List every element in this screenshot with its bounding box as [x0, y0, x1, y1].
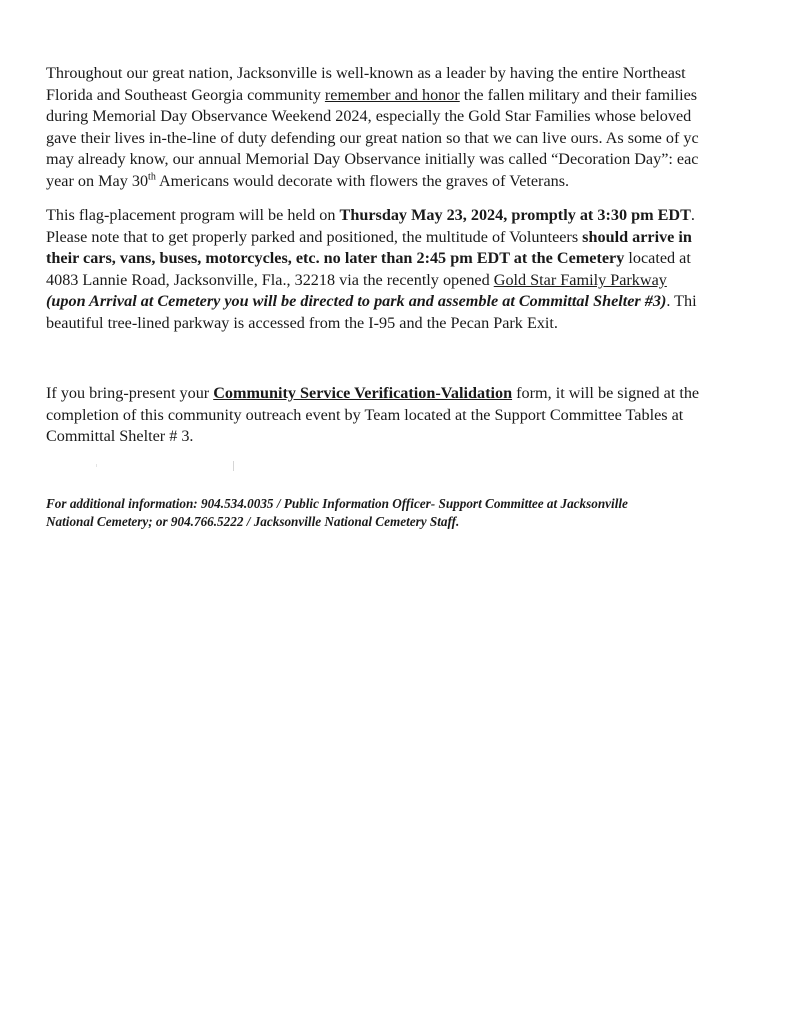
flag-placement-details-paragraph	[46, 205, 697, 335]
text-line	[46, 270, 697, 292]
scan-artifact-mark	[96, 464, 97, 467]
text-line: Please note that to get properly parked and positioned, the multitude of Volunteers should arrive in	[46, 227, 692, 246]
text-line: (upon Arrival at Cemetery you will be directed to park and assemble at Committal Shelter #3). Thi	[46, 292, 697, 311]
text-line: beautiful tree-lined parkway is accessed from the I-95 and the Pecan Park Exit.	[46, 313, 558, 332]
text-line: gave their lives in-the-line of duty defending our great nation so that we can live ours. As some of yc	[46, 128, 699, 147]
scan-artifact-mark	[233, 461, 234, 471]
community-service-form-name: Community Service Verification-Validation	[213, 384, 513, 402]
arrival-instruction-bold: should arrive in	[582, 227, 692, 246]
contact-information	[46, 495, 628, 531]
cemetery-address: 4083 Lannie Road, Jacksonville, Fla., 32218 via the recently opened	[46, 270, 494, 289]
memorial-day-intro-paragraph	[46, 63, 699, 193]
remember-and-honor-underlined: remember and honor	[324, 85, 460, 104]
text-line: This flag-placement program will be held on Thursday May 23, 2024, promptly at 3:30 pm EDT.	[46, 206, 695, 224]
text-line: If you bring-present your Community Service Verification-Validation form, it will be signed at the	[46, 384, 700, 402]
text-line: Committal Shelter # 3.	[46, 427, 194, 446]
event-date-time: Thursday May 23, 2024, promptly at 3:30 pm EDT	[339, 206, 691, 224]
text-line: during Memorial Day Observance Weekend 2024, especially the Gold Star Families whose beloved	[46, 107, 692, 126]
contact-line: National Cemetery; or 904.766.5222 / Jacksonville National Cemetery Staff.	[46, 514, 460, 529]
contact-line: For additional information: 904.534.0035 / Public Information Officer- Support Committee at Jacksonville	[46, 496, 628, 511]
text-line: year on May 30th Americans would decorate with flowers the graves of Veterans.	[46, 171, 570, 190]
gold-star-family-parkway-underlined: Gold Star Family Parkway	[493, 270, 667, 289]
arrival-deadline-bold: their cars, vans, buses, motorcycles, etc. no later than 2:45 pm EDT at the Cemetery	[46, 249, 625, 268]
verification-form-paragraph	[46, 383, 699, 448]
text-line: their cars, vans, buses, motorcycles, etc. no later than 2:45 pm EDT at the Cemetery located at	[46, 249, 691, 268]
text-line: may already know, our annual Memorial Day Observance initially was called “Decoration Day”: eac	[46, 150, 699, 169]
parking-direction-note: (upon Arrival at Cemetery you will be directed to park and assemble at Committal Shelter #3)	[46, 292, 667, 311]
text-line: completion of this community outreach event by Team located at the Support Committee Tables at	[46, 405, 684, 424]
text-line: Florida and Southeast Georgia community remember and honor the fallen military and their families	[46, 85, 698, 104]
ordinal-superscript: th	[148, 171, 156, 183]
text-line: Throughout our great nation, Jacksonville is well-known as a leader by having the entire Northeast	[46, 64, 686, 82]
